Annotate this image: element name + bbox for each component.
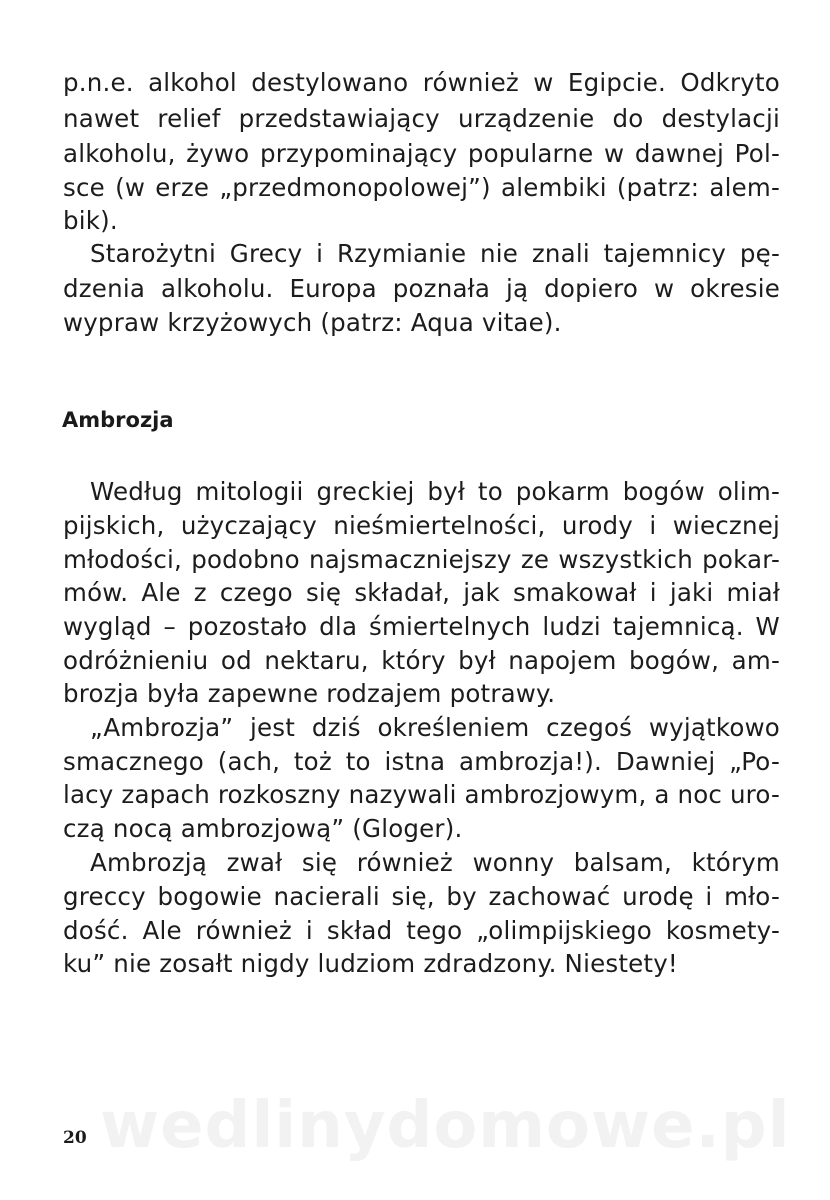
text-line: lacy zapach rozkoszny nazywali ambrozjowym, a noc uro- <box>63 780 780 809</box>
section-heading: Ambrozja <box>62 408 174 432</box>
text-line: dzenia alkoholu. Europa poznała ją dopiero w okresie <box>63 274 780 303</box>
text-line: mów. Ale z czego się składał, jak smakował i jaki miał <box>63 578 780 607</box>
text-line: młodości, podobno najsmaczniejszy ze wszystkich pokar- <box>63 545 780 574</box>
text-line: nawet relief przedstawiający urządzenie do destylacji <box>63 104 780 133</box>
text-line: sce (w erze „przedmonopolowej”) alembiki (patrz: alem- <box>63 173 780 202</box>
text-line: odróżnieniu od nektaru, który był napojem bogów, am- <box>63 646 780 675</box>
text-line: smacznego (ach, toż to istna ambrozja!). Dawniej „Po- <box>63 747 780 776</box>
text-line: Starożytni Grecy i Rzymianie nie znali tajemnicy pę- <box>90 239 780 268</box>
text-line: greccy bogowie nacierali się, by zachować urodę i mło- <box>63 882 780 911</box>
text-line: Ambrozją zwał się również wonny balsam, którym <box>90 848 780 877</box>
text-line: pijskich, użyczający nieśmiertelności, urody i wiecznej <box>63 511 780 540</box>
text-line: brozja była zapewne rodzajem potrawy. <box>63 679 556 708</box>
text-line: wygląd – pozostało dla śmiertelnych ludzi tajemnicą. W <box>63 612 780 641</box>
text-line: ku” nie zosałt nigdy ludziom zdradzony. Niestety! <box>63 949 678 978</box>
text-line: czą nocą ambrozjową” (Gloger). <box>63 814 463 843</box>
text-line: dość. Ale również i skład tego „olimpijskiego kosmety- <box>63 916 780 945</box>
text-line: bik). <box>63 206 118 235</box>
text-line: „Ambrozja” jest dziś określeniem czegoś wyjątkowo <box>90 713 780 742</box>
page-number: 20 <box>63 1128 87 1148</box>
text-line: alkoholu, żywo przypominający popularne w dawnej Pol- <box>63 139 780 168</box>
watermark: wedlinydomowe.pl <box>100 1089 791 1163</box>
text-line: wypraw krzyżowych (patrz: Aqua vitae). <box>63 308 562 337</box>
text-line: p.n.e. alkohol destylowano również w Egipcie. Odkryto <box>63 68 780 97</box>
text-line: Według mitologii greckiej był to pokarm bogów olim- <box>90 477 780 506</box>
